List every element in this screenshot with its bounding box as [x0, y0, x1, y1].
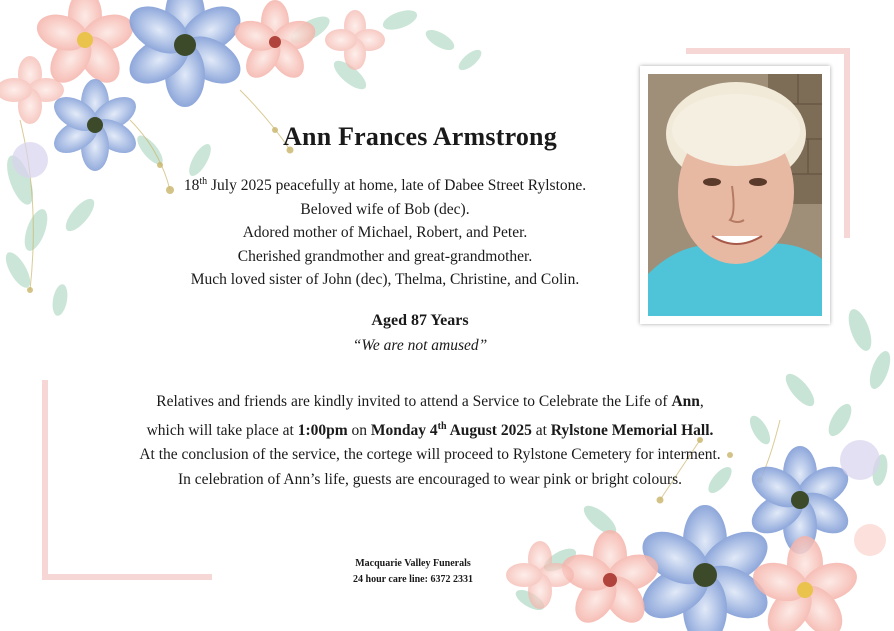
service-block: [40, 390, 820, 492]
service-line-when: [40, 415, 820, 444]
notice-day-suffix: th: [199, 176, 208, 187]
care-line: 24 hour care line: 6372 2331: [353, 574, 473, 585]
flower-pink-1: [32, 0, 138, 90]
service-line-colours: In celebration of Ann’s life, guests are encouraged to wear pink or bright colours.: [177, 470, 683, 488]
notice-line-wife: Beloved wife of Bob (dec).: [300, 200, 470, 218]
service-invite-end: ,: [699, 393, 704, 410]
portrait-photo: [640, 66, 830, 324]
frame-right-line: [844, 48, 850, 238]
funeral-company-name: Macquarie Valley Funerals: [355, 558, 471, 569]
service-name-bold: Ann: [671, 393, 700, 410]
notice-day: 18: [183, 177, 200, 195]
flower-blue-1: [121, 0, 248, 107]
deceased-name: Ann Frances Armstrong: [283, 122, 557, 151]
flower-pink-4: [325, 10, 385, 70]
notice-date-rest: July 2025 peacefully at home, late of Dabee Street Rylstone.: [207, 177, 587, 195]
quote-text: “We are not amused”: [352, 337, 488, 354]
frame-bottom-line: [42, 574, 212, 580]
frame-top-line: [686, 48, 850, 54]
age-label: Aged 87 Years: [371, 312, 469, 329]
service-date-day: Monday 4: [370, 421, 438, 439]
service-date-suffix: th: [437, 420, 447, 432]
portrait-image: [648, 74, 822, 316]
service-venue: Rylstone Memorial Hall.: [550, 421, 714, 439]
service-invite-text: Relatives and friends are kindly invited to attend a Service to Celebrate the Life of: [156, 393, 672, 410]
service-time: 1:00pm: [297, 421, 348, 439]
service-date-month: August 2025: [446, 421, 532, 439]
service-line-invite: [40, 390, 820, 415]
service-when-text: which will take place at: [146, 421, 298, 439]
service-line-cortege: At the conclusion of the service, the cortege will proceed to Rylstone Cemetery for interment.: [139, 446, 721, 464]
notice-line-sister: Much loved sister of John (dec), Thelma, Christine, and Colin.: [190, 271, 580, 289]
service-at-text: at: [531, 421, 551, 439]
funeral-director-footer: [300, 556, 526, 588]
notice-line-mother: Adored mother of Michael, Robert, and Peter.: [242, 224, 528, 242]
service-date: [371, 422, 532, 439]
notice-line-date: [120, 170, 650, 198]
service-on-text: on: [347, 421, 371, 439]
flower-pink-2: [231, 0, 320, 84]
notice-block: [120, 170, 650, 292]
notice-line-grandmother: Cherished grandmother and great-grandmother.: [237, 247, 533, 265]
